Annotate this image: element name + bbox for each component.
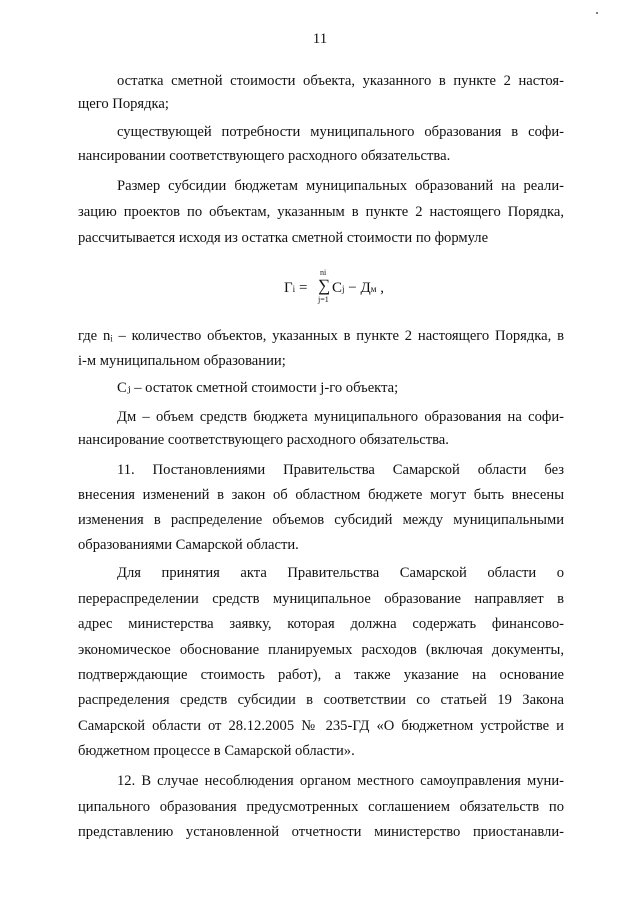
text-line: Самарской области от 28.12.2005 № 235-ГД «О бюджетном устройстве и xyxy=(78,718,564,734)
text-line: Размер субсидии бюджетам муниципальных образований на реали- xyxy=(117,178,564,194)
text-line: i-м муниципальном образовании; xyxy=(78,353,286,369)
text-line: нансировании соответствующего расходного обязательства. xyxy=(78,148,451,164)
text-line: нансирование соответствующего расходного обязательства. xyxy=(78,432,449,448)
text-line: бюджетном процессе в Самарской области». xyxy=(78,743,355,759)
text-line: образованиями Самарской области. xyxy=(78,537,299,553)
text-line: Для принятия акта Правительства Самарской области о xyxy=(117,565,564,581)
text-line: 11. Постановлениями Правительства Самарской области без xyxy=(117,462,564,478)
text-line: ципального образования предусмотренных соглашением обязательств по xyxy=(78,799,564,815)
text-line: существующей потребности муниципального образования в софи- xyxy=(117,124,564,140)
formula-rhs: Cj − Дм , xyxy=(332,280,384,296)
formula-lhs: Гi = xyxy=(284,280,308,296)
text-line: щего Порядка; xyxy=(78,96,169,112)
text-line: где nᵢ – количество объектов, указанных в пункте 2 настоящего Порядка, в xyxy=(78,328,564,344)
text-line: распределения средств субсидии в соответствии со статьей 19 Закона xyxy=(78,692,564,708)
text-line: адрес министерства заявку, которая должна содержать финансово- xyxy=(78,616,564,632)
text-line: Дм – объем средств бюджета муниципального образования на софи- xyxy=(117,409,564,425)
text-line: зацию проектов по объектам, указанным в пункте 2 настоящего Порядка, xyxy=(78,204,564,220)
text-line: экономическое обоснование планируемых расходов (включая документы, xyxy=(78,642,564,658)
text-line: 12. В случае несоблюдения органом местного самоуправления муни- xyxy=(117,773,564,789)
text-line: перераспределении средств муниципальное образование направляет в xyxy=(78,591,564,607)
formula: Гi = ni ∑ j=1 Cj − Дм , xyxy=(284,268,384,304)
text-line: подтверждающие стоимость работ), а также указание на основание xyxy=(78,667,564,683)
text-line: остатка сметной стоимости объекта, указанного в пункте 2 настоя- xyxy=(117,73,564,89)
scan-speck xyxy=(596,12,598,14)
text-line: представлению установленной отчетности министерство приостанавли- xyxy=(78,824,564,840)
text-line: внесения изменений в закон об областном бюджете могут быть внесены xyxy=(78,487,564,503)
text-line: изменения в распределение объемов субсидий между муниципальными xyxy=(78,512,564,528)
page-number: 11 xyxy=(312,31,328,47)
text-line: Cⱼ – остаток сметной стоимости j-го объекта; xyxy=(117,380,399,396)
text-line: рассчитывается исходя из остатка сметной стоимости по формуле xyxy=(78,230,489,246)
